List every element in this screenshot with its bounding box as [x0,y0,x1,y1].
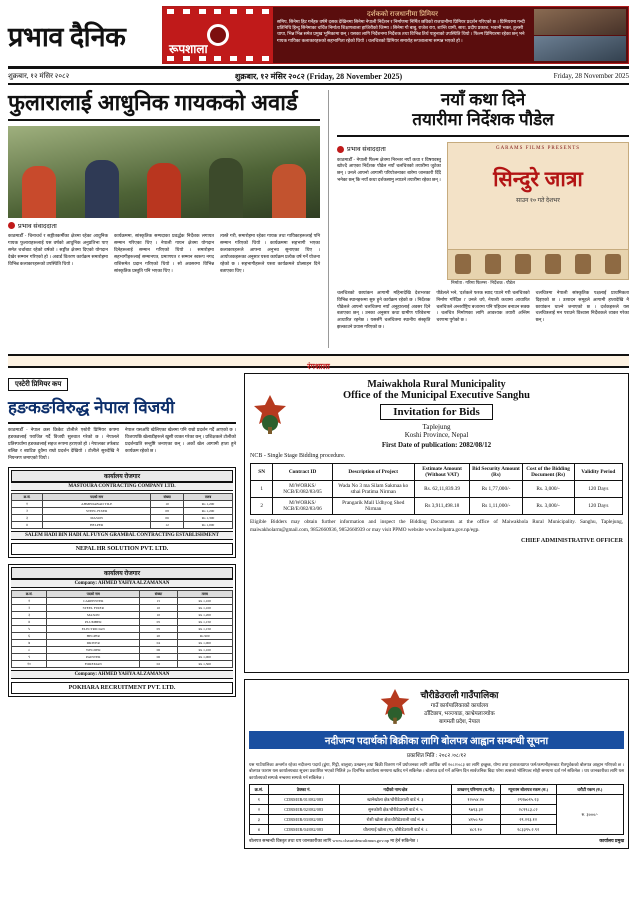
cell: 12 [151,522,184,529]
sports-and-ads-column [8,373,236,873]
ad2-th-2: संख्या [140,591,177,598]
cell: 02 [140,661,177,668]
t1-th-5: Cost of the Bidding Document (Rs) [522,464,574,481]
ad2-footer-company: Company: AHMED YAHYA ALZAMANAN [11,670,233,679]
cell: MASON [47,612,140,619]
film-reel-icon [207,24,229,46]
sports-headline: हङकङविरुद्ध नेपाल विजयी [8,395,236,424]
cell: ELECTRICIAN [47,626,140,633]
cell: ७ [12,640,47,647]
cell: ४८२.१० [451,825,500,835]
cell: STEEL FIXER [43,508,151,515]
tender2-body-text: यस गाउँपालिका अन्तर्गत रहेका नदीजन्य पदार्थ (ढुंगा, गिट्टी, बालुवा) उत्खनन् तथा बिक्री वितरण गर्ने प्रयोजनका लागि आर्थिक वर्ष २०८२/०८३ का लागि इच्छुक, योग्य तथा इजाजतप्राप्त फर्म/कम्पनीहरूबाट रीतपूर्वकको बोलपत्र आह्वान गरिएको छ । बोलपत्र फाराम यस कार्यालयबाट सूचना प्रकाशित भएको मितिले ३० दिनभित्र कार्यालय समयमा खरिद गर्न सकिनेछ । बोलपत्र दर्ता गर्ने अन्तिम दिन सार्वजनिक बिदा परेमा त्यसको भोलिपल्ट सोही समयमा दर्ता गर्न सकिनेछ । थप जानकारीका लागि यस कार्यालयको सम्पर्क नम्बरमा सम्पर्क गर्न सकिनेछ । [249,762,624,780]
poster-subtitle: साउन १० गते देशभर [516,197,560,204]
secondary-body [337,290,629,331]
lead-col-2: कार्यक्रममा, सांस्कृतिक सम्पदाका प्रवर्द्धक निर्देशक लगायत सम्मान गरिएका थिए । नेपाली गायन क्षेत्रमा योगदान दिनेहरूलाई सम्मान गरिएको थियो । समारोहमा सहभागीहरूलाई सम्मानपत्र, प्रमाणपत्र र सम्मान स्वरूप नगद राशिसमेत प्रदान गरिएको थियो । सो अवसरमा विभिन्न सांस्कृतिक प्रस्तुति पनि भएका थिए । [114,233,214,273]
sports-kicker: एस्टेरी प्रिमियर कप [8,378,68,391]
cell: ५ [12,626,47,633]
ad-headline: दर्शकको राजधानीमा प्रिमियर [367,10,438,18]
cell: 15 [140,598,177,605]
cell: 04 [140,640,177,647]
cell: 10 [140,605,177,612]
tender1-province: Koshi Province, Nepal [404,431,469,439]
dateline-center: शुक्रबार, १२ मंसिर २०८२ (Friday, 28 November 2025) [234,71,403,81]
cell: M/WORKS/ NCB/E/082/83/06 [273,498,333,515]
masthead-logo [8,6,156,64]
ad1-footer-company: SALEM HADI BIN HADI AL FUYGN GRAMBAL CONTRACTING ESTABLISHMENT [11,531,233,540]
byline-bullet-icon [337,146,344,153]
secondary-col-3: चलचित्रमा नेपाली सांस्कृतिक पक्षलाई प्राथमिकता दिइएको छ । उत्पादन समूहले आगामी हप्तादेखि नै छायांकन थाल्ने जनाएको छ । दर्शकहरूले यस चलचित्रलाई मन पराउने विश्वास निर्देशकले व्यक्त गरेका छन् । [535,289,629,323]
cell: 120 Days [574,498,622,515]
table-row [12,508,233,515]
dateline-bar [8,68,629,85]
table-row [12,522,233,529]
table-row [12,633,233,640]
cell: २९२७०१५.२३ [500,795,556,805]
sports-body [8,427,236,461]
poster-credits: निर्माता : गरिमा फिल्म्स · निर्देशक : पौडेल [451,279,515,285]
cell: ४ [12,522,43,529]
masthead [8,6,629,68]
table-row [12,619,233,626]
table-row [12,515,233,522]
cell: 10 [151,501,184,508]
secondary-col-2: पौडेलले भने, 'दर्शकले फरक स्वाद पाउने गरी चलचित्रको निर्माण गरिँदैछ ।' उनले थपे, नेपाली कथामा आधारित चलचित्रले अन्तर्राष्ट्रिय बजारमा पनि पहिचान बनाउन सक्छ । चलचित्र निर्माणका लागि आवश्यक तयारी अन्तिम चरणमा पुगेको छ । [436,289,530,323]
sports-col-1: काठमाडौँ - नेपाल क्रस क्रिकेट टोलीले एस्टेरी प्रिमियर कपमा हङकङलाई पराजित गर्दै विजयी सुरुवात गरेको छ । नेपालले प्रतिस्पर्धामा हङकङलाई सहज रूपमा हराएको हो । नेपालका तर्फबाट बलिङ र ब्याटिङ दुवैमा राम्रो प्रदर्शन देखियो । टोलीले सुरुदेखि नै नियन्त्रण जमाएको थियो । [8,427,119,460]
cell: ९ [12,654,47,661]
t1-th-3: Estimate Amount (Without VAT) [414,464,470,481]
cell: ४ [12,619,47,626]
cell: Rs 1,11,000/- [470,498,522,515]
t2-th-4: न्यूनतम बोलपत्र रकम (रु.) [500,785,556,795]
cell: CDRM/IR/02/082/083 [268,805,339,815]
cell: Rs. 3,000/- [522,498,574,515]
recruitment-ad-1[interactable] [8,467,236,558]
ad-film-label: रूपशाला [169,42,208,56]
t1-th-2: Description of Project [332,464,414,481]
secondary-headline-line1: नयाँ कथा दिने [440,90,526,109]
ad1-title: कार्यालय रोजगार [11,470,233,482]
secondary-byline [337,145,441,155]
section-band-label: रंगशाला [307,362,330,371]
recruitment-ad-2[interactable] [8,564,236,697]
cell: Rs. 62,11,839.39 [414,481,470,498]
tender1-org-line1: Maiwakhola Rural Municipality [367,379,506,390]
cell: 06 [140,654,177,661]
cell: Rs. 3,000/- [522,481,574,498]
ad2-header-row [12,591,233,598]
tender2-signatory: कार्यालय प्रमुख [599,838,624,844]
cell: २ [12,508,43,515]
cell: Rs 3,911,498.18 [414,498,470,515]
t2-th-5: धरौटी रकम (रु.) [556,785,623,795]
ad2-table [11,590,233,668]
cell: 120 Days [574,481,622,498]
cell: Rs 1,100 [177,647,232,654]
cell: 20 [140,633,177,640]
cell: २९.२२३.१२ [500,815,556,825]
ad2-th-1: पदको नाम [47,591,140,598]
tender2-table [249,784,624,835]
lead-headline: फुलारालाई आधुनिक गायकको अवार्ड [8,90,320,121]
cell: Rs 1,300 [184,515,233,522]
banner-advertisement[interactable] [162,6,629,64]
cell: ३ [250,815,269,825]
ad1-th-3: तलब [184,494,233,501]
cell: २८९९८३.८२ [500,805,556,815]
table-row [12,501,233,508]
table-row [251,481,623,498]
cell: Rs 1,000 [184,522,233,529]
table-row [12,626,233,633]
table-row [12,605,233,612]
movie-poster [447,142,629,280]
cell: 2 [251,498,273,515]
table-row [12,640,233,647]
cell: HELPER [47,633,140,640]
cell: ८ [12,647,47,654]
cell: २८३३९५.२.९२ [500,825,556,835]
cell: 05 [140,626,177,633]
ad1-th-2: संख्या [151,494,184,501]
cell: STEEL FIXER [47,605,140,612]
secondary-col-1: चलचित्रको छायांकन आगामी महिनादेखि देशभरका विभिन्न स्थानहरूमा सुरु हुने कार्यक्रम रहेको छ । निर्देशक पौडेलले आफ्नो चलचित्रमा नयाँ अनुहारलाई अवसर दिने बताएका छन् । उनका अनुसार कथा ग्रामीण परिवेशमा आधारित रहनेछ । यससँगै चलचित्रमा स्थानीय संस्कृति झल्काउने प्रयास गरिएको छ । [337,289,431,330]
tender1-org [296,379,577,449]
poster-presents: GARAMS FILMS PRESENTS [495,145,581,151]
lower-zone [8,373,629,873]
cell: Rs 1,150 [177,626,232,633]
cell: DRIVER [47,640,140,647]
table-row [12,612,233,619]
cell: FOREMAN [47,661,140,668]
cell: Rs 900 [177,633,232,640]
cell: २ [12,605,47,612]
film-strip-graphic [163,7,273,63]
cell: PLUMBER [47,619,140,626]
ad-photo-collage [532,7,628,63]
ad2-agency: POKHARA RECRUITMENT PVT. LTD. [11,682,233,694]
lead-body [8,233,320,274]
ad2-company: Company: AHMED YAHYA ALZAMANAN [11,579,233,588]
ad-body-text: समिप, सिनेमा हिट गर्नेहरु वर्षमै दसक देखिनमा सिनेमा नेपाली निर्देशन र निर्माणमा निर्मित छविको राजधानीमा प्रिमियर प्रदर्शन गरिएको छ । प्रिमियरमा गन्दी प्रतिनिधि हिन्दु सिनेमाका चर्चित निर्माता शिक्षणशाला हाजिरीकाे जिम्मा । सिनेमा गाै बाबु, राजेश राय, शान्ति धामी, सारा, प्रदीप प्रकाश, भवानी भक्त, तुलसी थापा, भिन्न भिन्न समेत प्रमुख भूमिकामा छन् । यसका लागि निर्देशनमा निर्देशक तथा विभिन्न तिर्थ पाहुनाको उपस्थिति थियो । फिल्म प्रिमियरमा रहेका छन् भने गायक गायिका कलाकारहरुको सहभागिता रहेको थियो । चलचित्रको प्रिमियर समारोह रूपशालामा सम्पन्न भएको हो । [277,19,525,43]
lead-photo [8,126,320,218]
cell: Rs 1,200 [177,612,232,619]
cell: १० [12,661,47,668]
tender1-signatory: CHIEF ADMINISTRATIVE OFFICER [520,538,623,545]
cell: Rs 1,150 [177,619,232,626]
cell: ६ [12,633,47,640]
poster-cast-strip [448,249,628,279]
tender2-org-line3: ठाँटिछाप, भञ्ज्याङ, काभ्रेपलाञ्चोक [424,710,495,717]
table-row [12,598,233,605]
cell: खानेखोला क्षेत्र/चौरीडेउराली वार्ड नं. ३ [339,795,451,805]
tender1-header [250,379,623,449]
cell: 06 [151,515,184,522]
lead-byline [8,221,320,230]
cell: ९७९३.३२ [451,805,500,815]
ad2-th-3: तलब [177,591,232,598]
lead-story [8,90,320,348]
byline-text: प्रभाव संवाददाता [18,223,57,231]
t1-th-6: Validity Period [574,464,622,481]
tender1-org-line2: Office of the Municipal Executive Sanghu [343,390,530,401]
cell: १ [12,598,47,605]
t2-th-1: ठेक्का नं. [268,785,339,795]
cell: 06 [140,647,177,654]
tender2-header [249,684,624,728]
cell: 08 [151,508,184,515]
ad-copy [273,7,532,63]
cell: CDRM/IR/03/082/083 [268,815,339,825]
cell: 10 [140,612,177,619]
ad1-table [11,493,233,529]
tender1-eligibility-text: Eligible Bidders may obtain further information and inspect the Bidding Documents at the office of Maiwakhola Rural Municipality. Sanghu, Taplejung, maiwakholarm@gmail.com, 9852660936, 9852660939 or may visit PPMO website www.bolpatra.gov.np/egp. [250,519,623,533]
t2-th-3: उत्खनन् परिमाण (घ.मी.) [451,785,500,795]
cell: AHMEDABAD TILE [43,501,151,508]
nepal-emblem-icon [375,684,415,728]
secondary-headline [337,90,629,137]
cell: CARPENTER [47,598,140,605]
lead-col-1: काठमाडौँ - चिनाचर्च र सङ्गीतकर्मीका क्षेत्रमा रहेका आधुनिक गायक फुलाराहरूलाई यस वर्षको आधुनिक अनुप्रतिभा पाए समेत चर्चाबाट रहेको वर्षको । सङ्गीत क्षेत्रमा दिएको योगदान देखेर सम्मान गरिएको हो । अवार्ड वितरण कार्यक्रम समारोहमा विभिन्न कलाकारहरूको उपस्थिति थियो । [8,233,108,266]
cell: Rs 1,77,000/- [470,481,522,498]
t1-th-4: Bid Security Amount (Rs) [470,464,522,481]
cell: HELPER [43,522,151,529]
ad2-th-0: क्र.सं. [12,591,47,598]
tender2-banner-title: नदीजन्य पदार्थको बिक्रीका लागि बोलपत्र आह्वान सम्बन्धी सूचना [249,731,624,749]
cell: ३ [12,612,47,619]
top-stories [8,90,629,348]
cell: M/WORKS/ NCB/E/082/83/05 [273,481,333,498]
tender1-header-row [251,464,623,481]
dateline-left: शुक्रबार, १२ मंसिर २०८२ [8,71,70,80]
tender2-footer-note: बोलपत्र सम्बन्धी विस्तृत तथा थप जानकारीका लागि www.chaurideuralimun.gov.np मा हेर्न सकिनेछ । [249,838,418,844]
t1-th-0: SN [251,464,273,481]
secondary-intro [337,142,441,280]
cell: 1 [251,481,273,498]
tender2-org [421,688,499,725]
ad2-title: कार्यालय रोजगार [11,567,233,579]
t1-th-1: Contract ID [273,464,333,481]
section-band [8,354,629,371]
sports-col-2: नेपाल यसअघि खेलिएका खेलमा पनि राम्रो प्रदर्शन गर्दै आएको छ । विजयपछि खेलाडीहरूले खुसी व्यक्त गरेका छन् । प्रशिक्षकले टोलीको प्रदर्शनप्रति सन्तुष्टि जनाएका छन् । अर्को खेल आगामी हप्ता हुने कार्यक्रम रहेको छ । [125,427,236,453]
tender2-header-row [250,785,624,795]
byline-bullet-icon [8,222,15,229]
poster-title: सिन्दुरे जात्रा [493,167,583,191]
cell: चौलागाई खोला (ग), चौरीडेउराली वार्ड नं. ८ [339,825,451,835]
ad1-th-0: क्र.सं. [12,494,43,501]
cell: WELDER [47,647,140,654]
cell: Rs 1,000 [177,640,232,647]
secondary-top [337,142,629,280]
secondary-story [328,90,629,348]
secondary-headline-line2: तयारीमा निर्देशक पौडेल [412,110,554,130]
tender2-org-line4: बागमती प्रदेश, नेपाल [439,718,480,725]
cell: सुनकोशी क्षेत्र/चौरीडेउराली वार्ड नं. ५ [339,805,451,815]
cell: Rs 1,100 [177,605,232,612]
tenders-column [244,373,629,873]
table-row [12,647,233,654]
table-row [12,661,233,668]
tender1-table [250,463,623,515]
cell: ४ [250,825,269,835]
tender-notice-1[interactable] [244,373,629,673]
cell: PAINTER [47,654,140,661]
cell: Rs 1,200 [184,501,233,508]
tender1-ifb-title: Invitation for Bids [380,404,493,420]
table-row [12,654,233,661]
film-sprockets-top [163,9,273,14]
cell: Rs 1,000 [177,654,232,661]
lead-col-3: त्यस्तै गरी, समारोहमा रहेका गायक तथा गायिकाहरूलाई पनि सम्मान गरिएको थियो । कार्यक्रममा सहभागी भएका कलाकारहरूले आफ्ना अनुभव सुनाएका थिए । आयोजकहरूका अनुसार यस्ता कार्यक्रम प्रत्येक वर्ष गर्ने योजना रहेको छ । सहभागीहरूले यस्ता कार्यक्रमले प्रोत्साहन दिने बताएका थिए । [220,233,320,273]
tender2-footer [249,838,624,844]
paper-title: प्रभाव दैनिक [8,21,126,52]
cell: Wada No 3 ma Silam Sakmaa ko sthai Pratima Nirman [332,481,414,498]
cell: १ [250,795,269,805]
cell: रोशी खोला क्षेत्र/चौरीडेउराली वार्ड नं. ७ [339,815,451,825]
cell: ४१५०.९० [451,815,500,825]
dateline-right: Friday, 28 November 2025 [553,72,630,80]
ad1-header-row [12,494,233,501]
ad1-agency: NEPAL HR SOLUTION PVT. LTD. [11,543,233,555]
cell: Rs 1,100 [177,598,232,605]
tender2-publication-date: प्रकाशित मिति : २०८२ /०८/१२ [406,753,467,759]
ad1-th-1: पदको नाम [43,494,151,501]
tender1-place: Taplejung [422,423,451,431]
cell: Prangarik Mall Udhyog Shed Nirman [332,498,414,515]
cell: १२०५४.२० [451,795,500,805]
tender1-publication-date: First Date of publication: 2082/08/12 [381,441,492,449]
table-row [251,498,623,515]
secondary-col-left: काठमाडौँ - नेपाली फिल्म क्षेत्रमा निरन्तर नयाँ कथा र विषयवस्तु खोज्दै आएका निर्देशक पौडेल नयाँ चलचित्रको तयारीमा जुटेका छन् । उनले आफ्नो आगामी परियोजनाका बारेमा जानकारी दिँदै भनेका छन् कि नयाँ कथा दर्शकसामु ल्याउने तयारीमा रहेका छन् । [337,156,441,183]
cell: १ [12,501,43,508]
ad1-company: MASTOURA CONTRACTING COMPANY LTD. [11,482,233,491]
cell: 05 [140,619,177,626]
table-row [250,795,624,805]
tender2-org-line1: चौरीडेउराली गाउँपालिका [420,689,499,700]
cell: Rs 1,200 [184,508,233,515]
t2-th-0: क्र.सं. [250,785,269,795]
cell: ३ [12,515,43,522]
nepal-emblem-icon [250,392,290,436]
t2-th-2: नदीको नाम/क्षेत्र [339,785,451,795]
byline-text: प्रभाव संवाददाता [347,145,386,153]
tender1-procedure-note: NCB - Single Stage Bidding procedure. [250,453,346,459]
cell: CDRM/IR/04/082/083 [268,825,339,835]
tender2-form-fee: रु. ३०००/- [556,795,623,835]
cell: २ [250,805,269,815]
cell: MASON [43,515,151,522]
cell: CDRM/IR/01/082/083 [268,795,339,805]
cell: Rs 1,500 [177,661,232,668]
tender-notice-2[interactable] [244,679,629,849]
tender2-org-line2: गाउँ कार्यपालिकाको कार्यालय [430,702,489,709]
